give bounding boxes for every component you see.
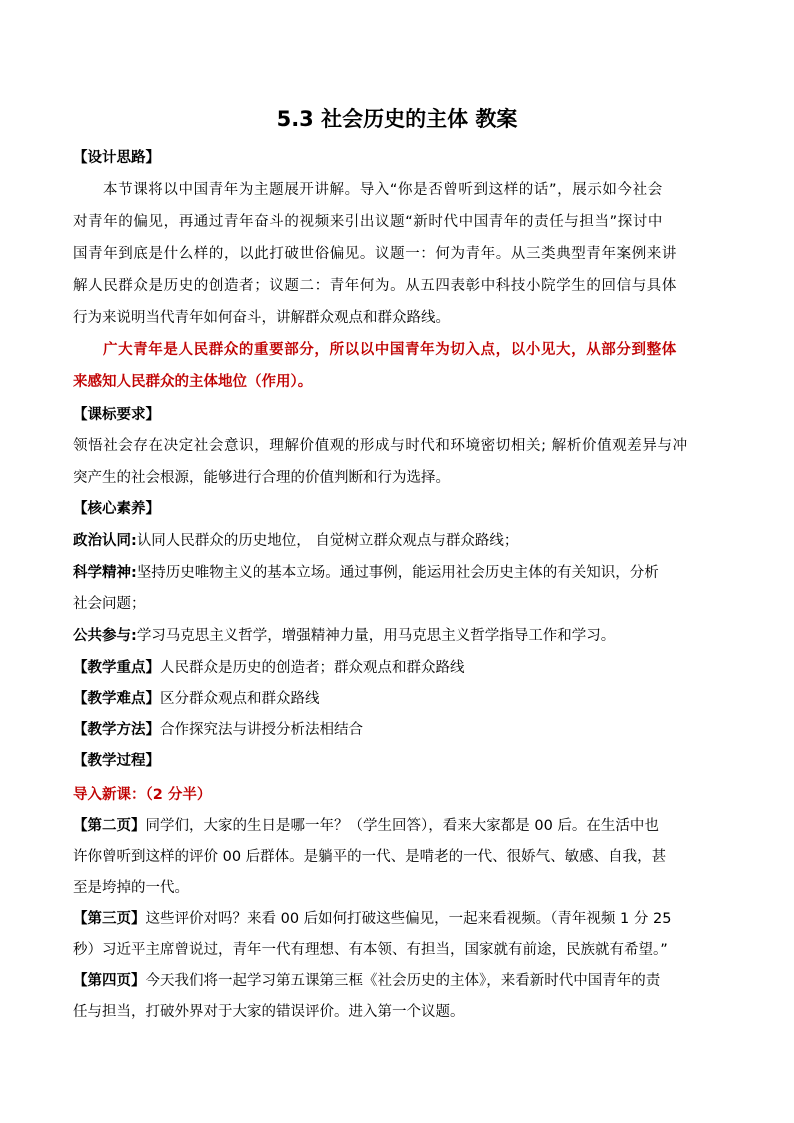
page4-text-1: 今天我们将一起学习第五课第三框《社会历史的主体》，来看新时代中国青年的责 [145, 973, 661, 989]
page3-line-2: 秒）习近平主席曾说过，青年一代有理想、有本领、有担当，国家就有前途，民族就有希望。” [73, 942, 668, 958]
scientific-spirit-line [73, 561, 659, 582]
public-participation-line [73, 624, 615, 645]
scientific-spirit-line-2: 社会问题； [73, 596, 146, 612]
public-participation-label: 公共参与: [73, 628, 137, 644]
page2-line-2: 许你曾听到这样的评价 00 后群体。是躺平的一代、是啃老的一代、很娇气、敏感、自我，甚 [73, 849, 667, 865]
page3-text-1: 这些评价对吗？来看 00 后如何打破这些偏见，一起来看视频。（青年视频 1 分 25 [145, 911, 672, 927]
design-line-4: 解人民群众是历史的创造者；议题二：青年何为。从五四表彰中科技小院学生的回信与具体 [73, 278, 677, 294]
process-heading: 【教学过程】 [73, 753, 160, 769]
public-participation-text: 学习马克思主义哲学，增强精神力量，用马克思主义哲学指导工作和学习。 [136, 628, 616, 644]
method-text: 合作探究法与讲授分析法相结合 [160, 722, 363, 738]
key-point-text: 人民群众是历史的创造者；群众观点和群众路线 [160, 660, 465, 676]
page2-line-3: 至是垮掉的一代。 [73, 880, 189, 896]
page3-label: 【第三页】 [73, 911, 146, 927]
standard-heading: 【课标要求】 [73, 407, 160, 423]
design-line-1: 本节课将以中国青年为主题展开讲解。导入“你是否曾听到这样的话”，展示如今社会 [103, 182, 663, 198]
method-label: 【教学方法】 [73, 722, 160, 738]
design-heading: 【设计思路】 [73, 150, 160, 166]
page4-label: 【第四页】 [73, 973, 146, 989]
standard-line-2: 突产生的社会根源，能够进行合理的价值判断和行为选择。 [73, 470, 450, 486]
political-identity-line [73, 529, 518, 550]
design-line-5: 行为来说明当代青年如何奋斗，讲解群众观点和群众路线。 [73, 310, 450, 326]
political-identity-label: 政治认同: [73, 533, 137, 549]
design-line-3: 国青年到底是什么样的，以此打破世俗偏见。议题一：何为青年。从三类典型青年案例来讲 [73, 246, 677, 262]
difficulty-text: 区分群众观点和群众路线 [160, 691, 320, 707]
page2-label: 【第二页】 [73, 818, 146, 834]
method-line [73, 718, 363, 739]
difficulty-line [73, 687, 320, 708]
political-identity-text: 认同人民群众的历史地位， 自觉树立群众观点与群众路线； [136, 533, 519, 549]
document-title: 5.3 社会历史的主体 教案 [276, 107, 518, 131]
literacy-heading: 【核心素养】 [73, 501, 160, 517]
page3-line-1 [73, 907, 671, 928]
page2-text-1: 同学们，大家的生日是哪一年？（学生回答），看来大家都是 00 后。在生活中也 [145, 818, 659, 834]
standard-line-1: 领悟社会存在决定社会意识，理解价值观的形成与时代和环境密切相关; 解析价值观差异与冲 [73, 438, 688, 454]
difficulty-label: 【教学难点】 [73, 691, 160, 707]
design-highlight-line-1: 广大青年是人民群众的重要部分，所以以中国青年为切入点，以小见大，从部分到整体 [103, 342, 677, 358]
design-highlight-line-2: 来感知人民群众的主体地位（作用）。 [73, 374, 313, 390]
page2-line-1 [73, 814, 659, 835]
scientific-spirit-label: 科学精神: [73, 565, 137, 581]
page4-line-2: 任与担当，打破外界对于大家的错误评价。进入第一个议题。 [73, 1004, 465, 1020]
key-point-line [73, 656, 465, 677]
intro-heading: 导入新课：（2 分半） [73, 787, 212, 803]
scientific-spirit-text: 坚持历史唯物主义的基本立场。通过事例，能运用社会历史主体的有关知识，分析 [136, 565, 659, 581]
design-line-2: 对青年的偏见，再通过青年奋斗的视频来引出议题“新时代中国青年的责任与担当”探讨中 [73, 214, 664, 230]
key-point-label: 【教学重点】 [73, 660, 160, 676]
page4-line-1 [73, 969, 660, 990]
